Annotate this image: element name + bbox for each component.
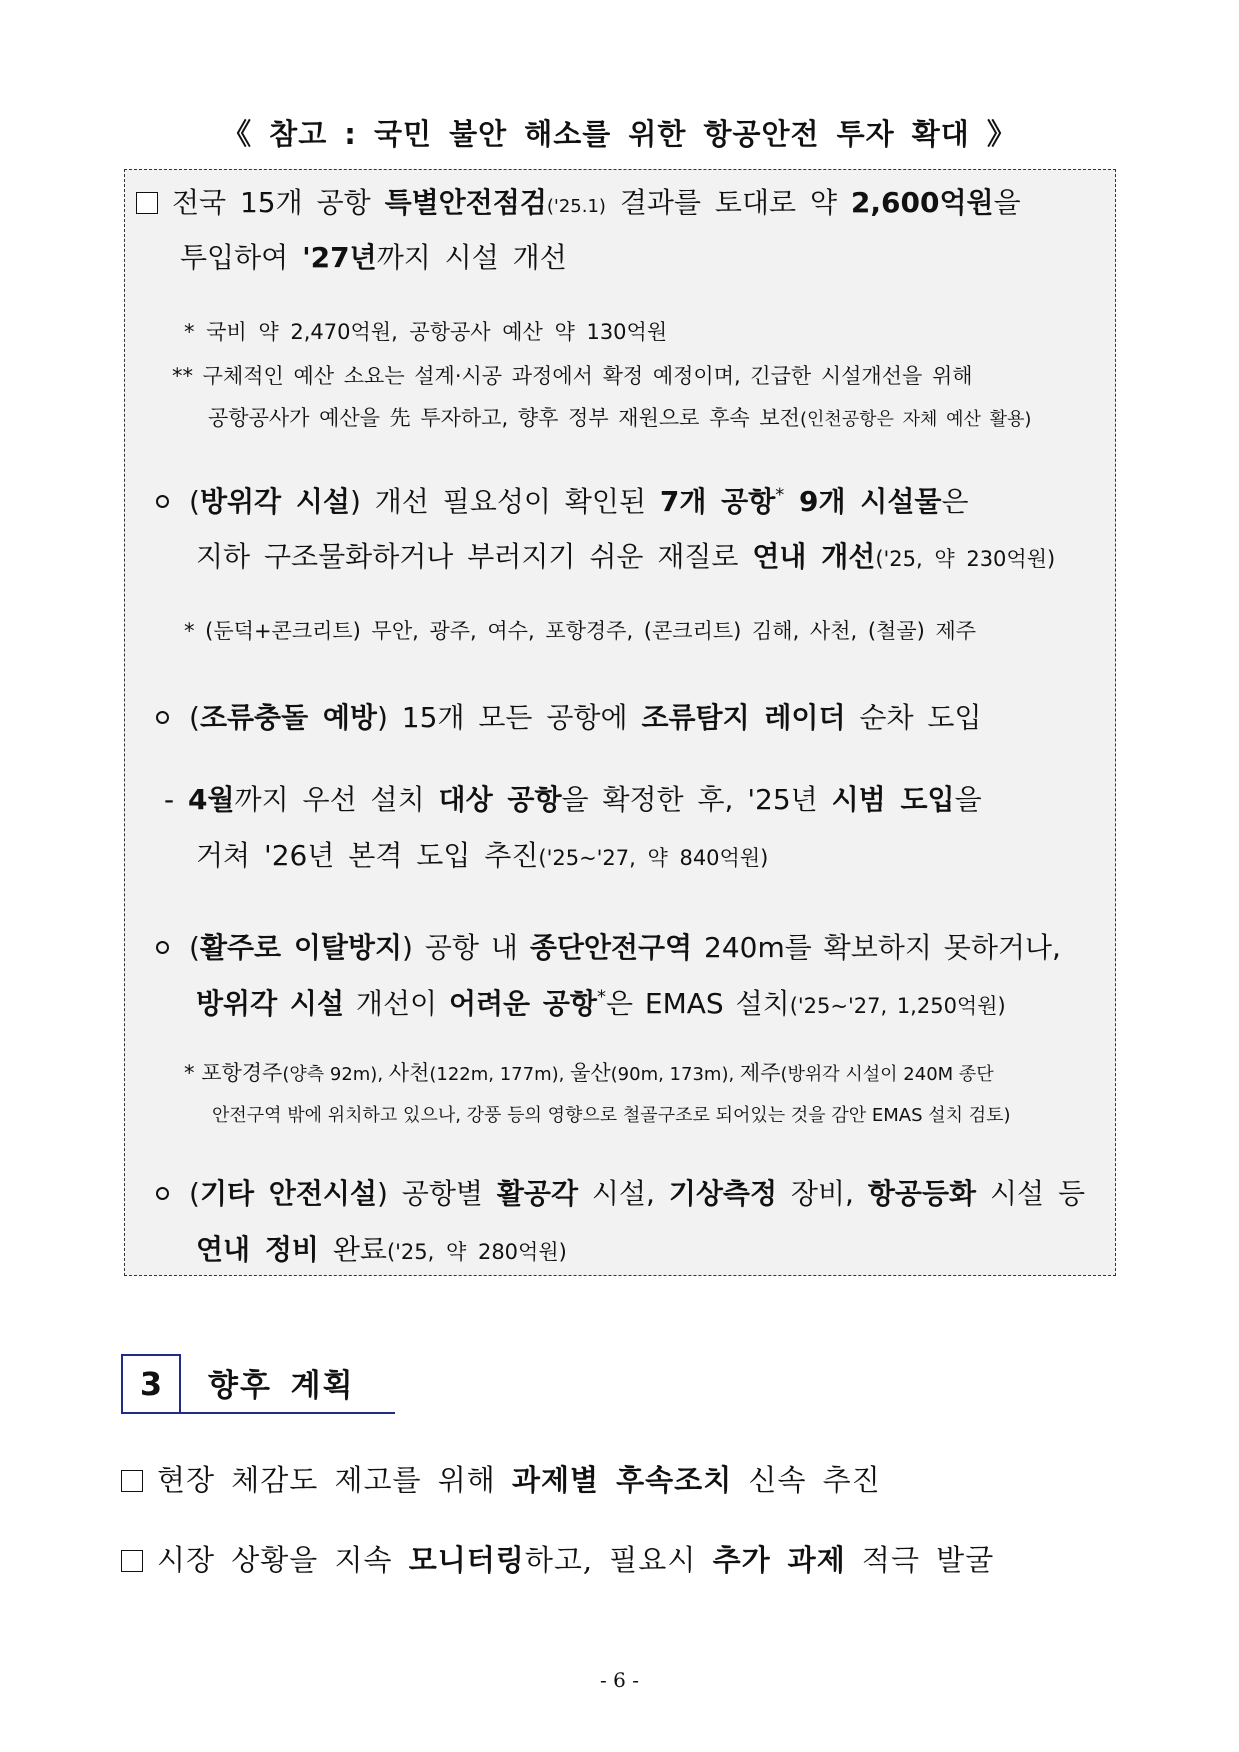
item-runway-line-2: 방위각 시설 개선이 어려운 공항*은 EMAS 설치('25~'27, 1,250억원) [196,986,1006,1020]
checkbox-square-icon [121,1470,143,1492]
note-detail-2: 공항공사가 예산을 先 투자하고, 향후 정부 재원으로 후속 보전(인천공항은 자체 예산 활용) [208,406,1032,430]
item-azimuth-note: * (둔덕+콘크리트) 무안, 광주, 여수, 포항경주, (콘크리트) 김해, 사천, (철골) 제주 [184,619,977,643]
item-other-line-2: 연내 정비 완료('25, 약 280억원) [196,1233,567,1266]
item-bird-sub-2: 거쳐 '26년 본격 도입 추진('25~'27, 약 840억원) [196,839,769,872]
bullet-circle-icon [156,1187,169,1200]
checkbox-square-icon [121,1550,143,1572]
bullet-circle-icon [156,495,169,508]
plan-item-2: 시장 상황을 지속 모니터링하고, 필요시 추가 과제 적극 발굴 [121,1538,994,1579]
item-runway-line-1: (활주로 이탈방지) 공항 내 종단안전구역 240m를 확보하지 못하거나, [156,926,1061,966]
section-number: 3 [121,1354,181,1414]
item-bird-line-1: (조류충돌 예방) 15개 모든 공항에 조류탐지 레이더 순차 도입 [156,696,982,736]
plan-item-1: 현장 체감도 제고를 위해 과제별 후속조치 신속 추진 [121,1458,881,1499]
item-bird-sub-1: - 4월까지 우선 설치 대상 공항을 확정한 후, '25년 시범 도입을 [164,783,982,816]
page-number: - 6 - [600,1668,639,1692]
item-azimuth-line-1: (방위각 시설) 개선 필요성이 확인된 7개 공항* 9개 시설물은 [156,480,969,520]
checkbox-square-icon [136,192,158,214]
intro-line-1: 전국 15개 공항 특별안전점검('25.1) 결과를 토대로 약 2,600억원을 [136,181,1021,221]
bullet-circle-icon [156,941,169,954]
item-other-line-1: (기타 안전시설) 공항별 활공각 시설, 기상측정 장비, 항공등화 시설 등 [156,1172,1085,1212]
section-title: 향후 계획 [208,1368,355,1404]
item-runway-note-2: 안전구역 밖에 위치하고 있으나, 강풍 등의 영향으로 철골구조로 되어있는 것을 감안 EMAS 설치 검토) [212,1105,1011,1126]
section-underline [181,1412,395,1414]
item-runway-note-1: * 포항경주(양측 92m), 사천(122m, 177m), 울산(90m, 173m), 제주(방위각 시설이 240M 종단 [184,1061,994,1085]
intro-line-2: 투입하여 '27년까지 시설 개선 [180,241,567,274]
reference-title: 《 참고 : 국민 불안 해소를 위한 항공안전 투자 확대 》 [222,117,1017,151]
item-azimuth-line-2: 지하 구조물화하거나 부러지기 쉬운 재질로 연내 개선('25, 약 230억원) [196,540,1056,573]
note-budget: * 국비 약 2,470억원, 공항공사 예산 약 130억원 [184,320,668,344]
bullet-circle-icon [156,711,169,724]
note-detail-1: ** 구체적인 예산 소요는 설계·시공 과정에서 확정 예정이며, 긴급한 시설개선을 위해 [172,364,973,388]
